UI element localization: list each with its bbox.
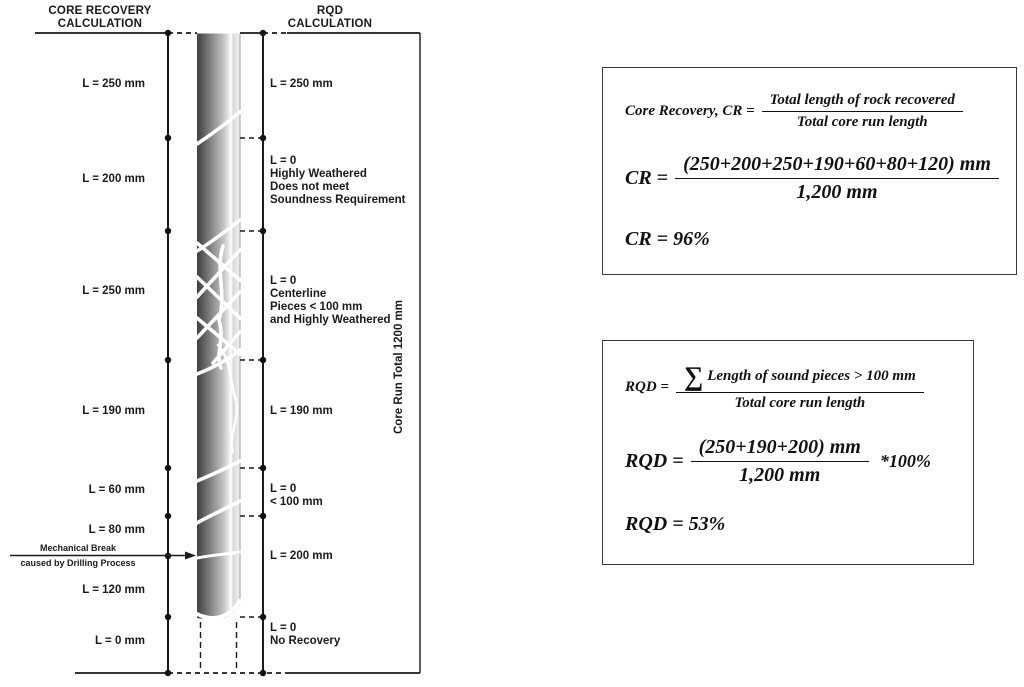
rqd-label: L = 0 < 100 mm [270,483,323,508]
rqd-definition-formula [625,363,973,412]
rqd-label: L = 0 No Recovery [270,622,341,647]
sigma-symbol: ∑ [683,361,704,391]
cr-segment-label: L = 60 mm [88,484,145,496]
rqd-calc-lhs: RQD = [625,450,684,472]
mechanical-break-label-bottom: caused by Drilling Process [20,558,136,568]
rqd-heading: RQD CALCULATION [287,5,373,30]
cr-calc-fraction: $\frac{(250+200+250+190+60+80+120) mm}{1,200 mm}$ [675,153,999,204]
rqd-label: L = 190 mm [270,405,333,417]
cr-segment-label: L = 120 mm [82,584,145,596]
rqd-label: L = 250 mm [270,78,333,90]
rqd-label: L = 0 Highly Weathered Does not meet Soundness Requirement [270,155,406,206]
rqd-calculation-formula [625,436,973,487]
rqd-label: L = 0 Centerline Pieces < 100 mm and Highly Weathered [270,275,391,326]
cr-segment-label: L = 190 mm [82,405,145,417]
cr-segment-label: L = 250 mm [82,78,145,90]
rqd-def-fraction: ∑ Length of sound pieces > 100 mm Total core run length [676,363,924,412]
rqd-def-lhs: RQD = [625,379,669,395]
mechanical-break-label-top: Mechanical Break [39,543,117,553]
core-recovery-formula-box [602,67,1017,275]
cr-def-fraction: $\frac{\text{Total length of rock recovered}}{\text{Total core run length}}$ [762,92,963,131]
cr-segment-label: L = 0 mm [95,635,145,647]
cr-result: CR = 96% [625,228,710,250]
rqd-label: L = 200 mm [270,550,333,562]
cr-calc-lhs: CR = [625,167,669,189]
rqd-formula-box [602,340,974,565]
fracture-tie-lines [240,138,263,617]
core-recovery-heading: CORE RECOVERY CALCULATION [48,5,152,30]
cr-segment-label: L = 80 mm [88,524,145,536]
rqd-calc-suffix: *100% [879,451,931,471]
cr-segment-label: L = 250 mm [82,285,145,297]
cr-definition-formula [625,92,1016,131]
cr-segment-label: L = 200 mm [82,173,145,185]
rqd-calc-fraction: $\frac{(250+190+200) mm}{1,200 mm}$ [691,436,869,487]
core-run-total-label: Core Run Total 1200 mm [393,300,405,434]
cr-calculation-formula [625,153,1016,204]
cr-def-lhs: Core Recovery, CR = [625,103,755,119]
rqd-result: RQD = 53% [625,513,726,535]
